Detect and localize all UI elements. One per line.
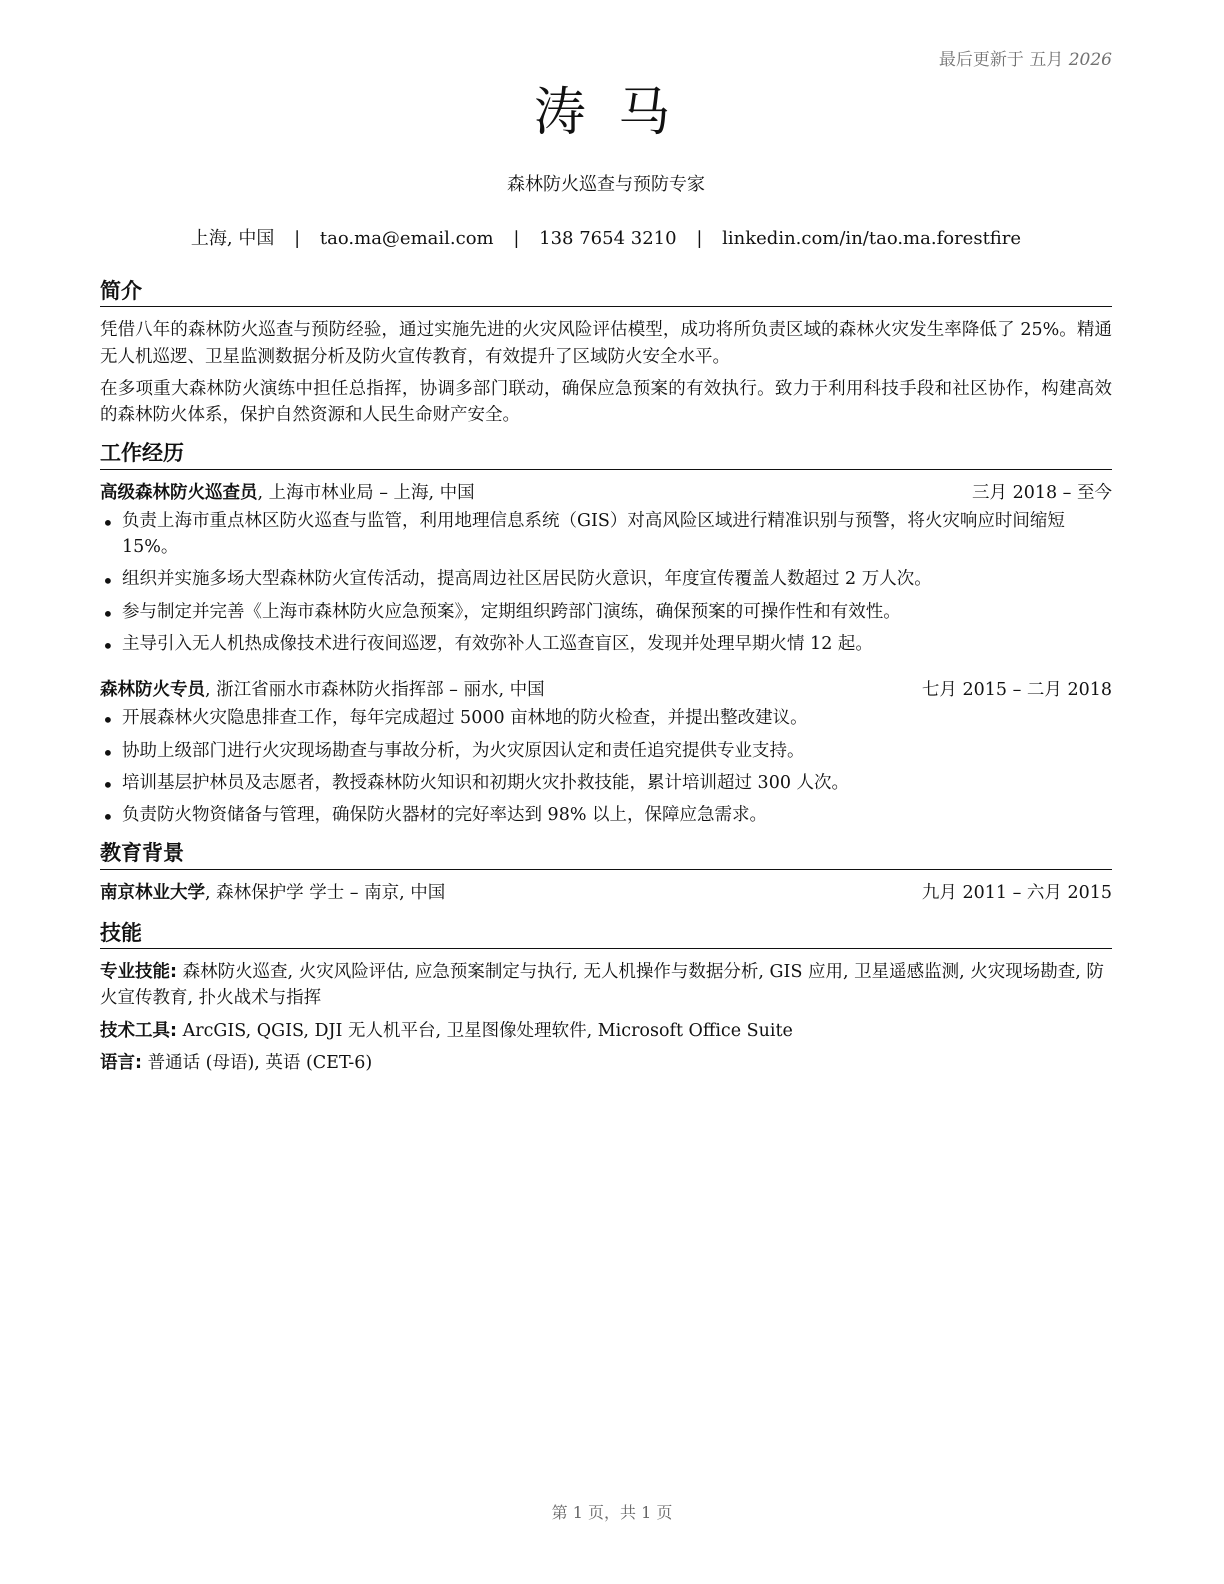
job-title-org: [100, 677, 545, 703]
contact-linkedin[interactable]: linkedin.com/in/tao.ma.forestfire: [722, 228, 1022, 249]
contact-email[interactable]: tao.ma@email.com: [319, 228, 494, 249]
last-updated-label: 最后更新于 五月: [938, 50, 1064, 70]
job-dates: 七月 2015 – 二月 2018: [921, 680, 1112, 700]
page-number: 第 1 页，共 1 页: [551, 1503, 673, 1522]
contact-separator: |: [696, 228, 703, 249]
list-item: • 协助上级部门进行火灾现场勘查与事故分析，为火灾原因认定和责任追究提供专业支持。: [100, 738, 1112, 764]
job-bullets: [100, 705, 1112, 828]
candidate-name: 涛 马: [533, 83, 679, 143]
section-title-experience: 工作经历: [100, 440, 1112, 469]
section-title-summary: 简介: [100, 278, 1112, 307]
education-detail: , 森林保护学 学士 – 南京, 中国: [205, 882, 446, 903]
list-item: • 组织并实施多场大型森林防火宣传活动，提高周边社区居民防火意识，年度宣传覆盖人数超过 2 万人次。: [100, 566, 1112, 592]
job-role: 高级森林防火巡查员: [100, 482, 258, 503]
education-school: 南京林业大学: [100, 882, 205, 903]
candidate-tagline: 森林防火巡查与预防专家: [507, 174, 705, 195]
job-org: , 浙江省丽水市森林防火指挥部 – 丽水, 中国: [205, 680, 545, 700]
skill-label: 语言:: [100, 1052, 142, 1073]
skill-value: ArcGIS, QGIS, DJI 无人机平台, 卫星图像处理软件, Microsoft Office Suite: [177, 1020, 793, 1041]
education-header: [100, 880, 1112, 906]
contact-line: [100, 224, 1112, 250]
job-bullets: [100, 508, 1112, 657]
summary-paragraph: 凭借八年的森林防火巡查与预防经验，通过实施先进的火灾风险评估模型，成功将所负责区域的森林火灾发生率降低了 25%。精通无人机巡逻、卫星监测数据分析及防火宣传教育，有效提升了区域防火安全水平。: [100, 320, 1112, 367]
education-dates: 九月 2011 – 六月 2015: [921, 882, 1112, 903]
contact-location: 上海, 中国: [190, 228, 275, 249]
resume-content: [100, 278, 1112, 1082]
list-item: • 参与制定并完善《上海市森林防火应急预案》，定期组织跨部门演练，确保预案的可操作性和有效性。: [100, 599, 1112, 625]
skill-label: 专业技能:: [100, 962, 177, 982]
education-school-detail: [100, 880, 445, 906]
section-title-education: 教育背景: [100, 840, 1112, 869]
skill-line: [100, 1050, 1112, 1076]
job-role: 森林防火专员: [100, 680, 205, 700]
last-updated: [939, 45, 1112, 70]
job-header: [100, 677, 1112, 703]
list-item: • 培训基层护林员及志愿者，教授森林防火知识和初期火灾扑救技能，累计培训超过 300 人次。: [100, 770, 1112, 796]
list-item: • 负责防火物资储备与管理，确保防火器材的完好率达到 98% 以上，保障应急需求。: [100, 802, 1112, 828]
contact-separator: |: [294, 228, 301, 249]
skill-label: 技术工具:: [100, 1020, 177, 1041]
skill-value: 普通话 (母语), 英语 (CET-6): [142, 1052, 373, 1073]
contact-phone: 138 7654 3210: [539, 228, 677, 249]
job-title-org: [100, 480, 475, 506]
skill-value: 森林防火巡查, 火灾风险评估, 应急预案制定与执行, 无人机操作与数据分析, GIS 应用, 卫星遥感监测, 火灾现场勘查, 防火宣传教育, 扑火战术与指挥: [100, 962, 1104, 1009]
section-title-skills: 技能: [100, 920, 1112, 949]
job-org: , 上海市林业局 – 上海, 中国: [257, 482, 475, 503]
last-updated-year: 2026: [1068, 50, 1112, 70]
skill-line: [100, 959, 1112, 1012]
contact-separator: |: [513, 228, 520, 249]
skill-line: [100, 1018, 1112, 1044]
list-item: • 开展森林火灾隐患排查工作，每年完成超过 5000 亩林地的防火检查，并提出整改建议。: [100, 705, 1112, 731]
job-header: [100, 480, 1112, 506]
job-dates: 三月 2018 – 至今: [972, 482, 1112, 503]
list-item: • 负责上海市重点林区防火巡查与监管，利用地理信息系统（GIS）对高风险区域进行精准识别与预警，将火灾响应时间缩短 15%。: [100, 508, 1112, 561]
list-item: • 主导引入无人机热成像技术进行夜间巡逻，有效弥补人工巡查盲区，发现并处理早期火情 12 起。: [100, 631, 1112, 657]
summary-paragraph: 在多项重大森林防火演练中担任总指挥，协调多部门联动，确保应急预案的有效执行。致力于利用科技手段和社区协作，构建高效的森林防火体系，保护自然资源和人民生命财产安全。: [100, 378, 1112, 425]
